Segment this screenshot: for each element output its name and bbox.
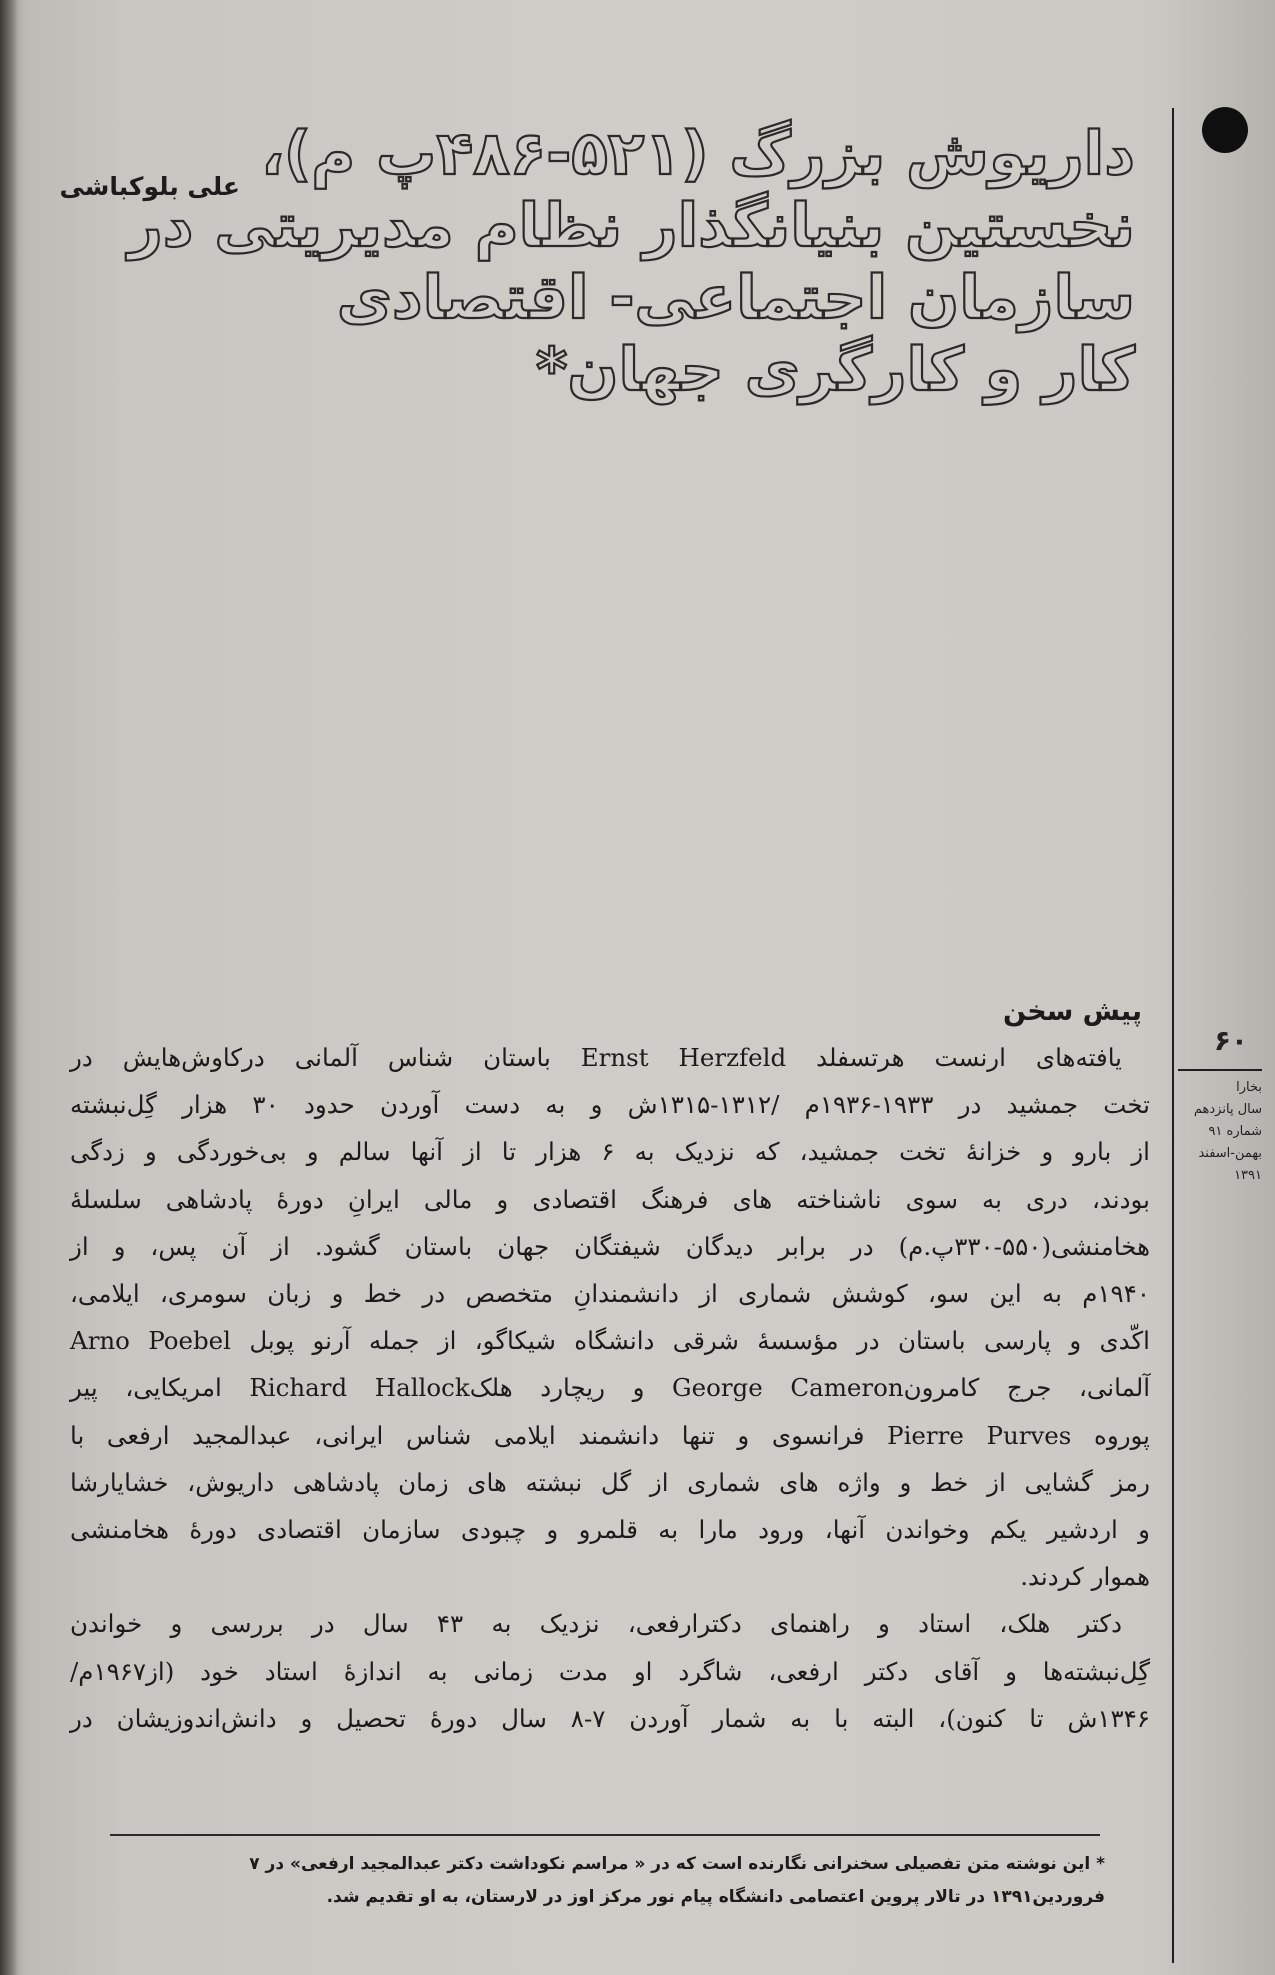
journal-name: بخارا: [1236, 1080, 1262, 1095]
paragraph: [70, 1600, 1150, 1742]
text-line: هموار کردند.: [1020, 1562, 1150, 1592]
footnote: [95, 1848, 1105, 1914]
journal-months: بهمن-اسفند: [1198, 1146, 1262, 1161]
footnote-divider: [110, 1834, 1100, 1836]
bullet-mark: [1202, 107, 1248, 153]
text-line: یافته‌های ارنست هرتسفلد Ernst Herzfeld باستان شناس آلمانی درکاوش‌هایش در: [70, 1043, 1122, 1072]
journal-date: ۱۳۹۱: [1234, 1168, 1262, 1183]
author-name: علی بلوکباشی: [59, 172, 240, 201]
text-line: گِل‌نبشته‌ها و آقای دکتر ارفعی، شاگرد او مدت زمانی به اندازهٔ استاد خود (از۱۹۶۷م/: [70, 1656, 1150, 1686]
journal-year: سال پانزدهم: [1193, 1102, 1262, 1117]
text-line: هخامنشی(۵۵۰-۳۳۰پ.م) در برابر دیدگان شیفتگان جهان باستان گشود. از آن پس، و از: [70, 1231, 1150, 1261]
sidebar-divider: [1178, 1069, 1262, 1071]
page-number: ۶۰: [1213, 1024, 1248, 1057]
paragraph: [70, 1034, 1150, 1600]
text-line: دکتر هلک، استاد و راهنمای دکترارفعی، نزدیک به ۴۳ سال در بررسی و خواندن: [70, 1609, 1122, 1639]
text-line: آلمانی، جرج کامرونGeorge Cameron و ریچارد هلکRichard Hallock امریکایی، پیر: [70, 1373, 1151, 1403]
text-line: رمز گشایی از خط و واژه های شماری از گل نبشته های زمان پادشاهی داریوش، خشایارشا: [70, 1467, 1150, 1497]
text-line: پوروه Pierre Purves فرانسوی و تنها دانشمند ایلامی شناس ایرانی، عبدالمجید ارفعی با: [70, 1420, 1150, 1450]
section-heading: پیش سخن: [1002, 996, 1142, 1027]
text-line: تخت جمشید در ۱۹۳۳-۱۹۳۶م /۱۳۱۲-۱۳۱۵ش و به دست آوردن حدود ۳۰ هزار گِل‌نبشته: [70, 1090, 1151, 1120]
margin-rule: [1172, 108, 1174, 1963]
text-line: ۱۳۴۶ش تا کنون)، البته با به شمار آوردن ۷-۸ سال دورهٔ تحصیل و دانش‌اندوزیشان در: [70, 1703, 1150, 1733]
title-line: سازمان اجتماعی- اقتصادی: [336, 263, 1135, 333]
footnote-line: * این نوشته متن تفصیلی سخنرانی نگارنده است که در « مراسم نکوداشت دکتر عبدالمجید ارفعی» در ۷: [249, 1854, 1105, 1874]
title-line: نخستین بنیانگذار نظام مدیریتی در: [128, 191, 1135, 261]
footnote-line: فروردین۱۳۹۱ در تالار پروین اعتصامی دانشگاه پیام نور مرکز اوز در لارستان، به او تقدیم شد.: [326, 1887, 1105, 1907]
text-line: از بارو و خزانهٔ تخت جمشید، که نزدیک به ۶ هزار تا از آنها سالم و بی‌خوردگی و زدگی: [70, 1137, 1150, 1167]
text-line: بودند، دری به سوی ناشناخته های فرهنگ اقتصادی و مالی ایرانِ دورهٔ پادشاهی سلسلهٔ: [70, 1184, 1150, 1214]
text-line: و اردشیر یکم وخواندن آنها، ورود مارا به قلمرو و چبودی سازمان اقتصادی دورهٔ هخامنشی: [70, 1515, 1150, 1545]
title-line: کار و کارگری جهان*: [535, 335, 1135, 405]
binding-shadow: [0, 0, 18, 1975]
text-line: ۱۹۴۰م به این سو، کوشش شماری از دانشمندانِ متخصص در خط و زبان سومری، ایلامی،: [70, 1279, 1150, 1309]
article-body: [70, 990, 1150, 1742]
title-line: داریوش بزرگ (۵۲۱-۴۸۶پ م)،: [261, 119, 1135, 189]
text-line: اکّدی و پارسی باستان در مؤسسهٔ شرقی دانشگاه شیکاگو، از جمله آرنو پوبل Arno Poebel: [70, 1326, 1150, 1356]
journal-issue: شماره ۹۱: [1208, 1124, 1262, 1139]
page-sidebar: [1178, 1024, 1262, 1187]
